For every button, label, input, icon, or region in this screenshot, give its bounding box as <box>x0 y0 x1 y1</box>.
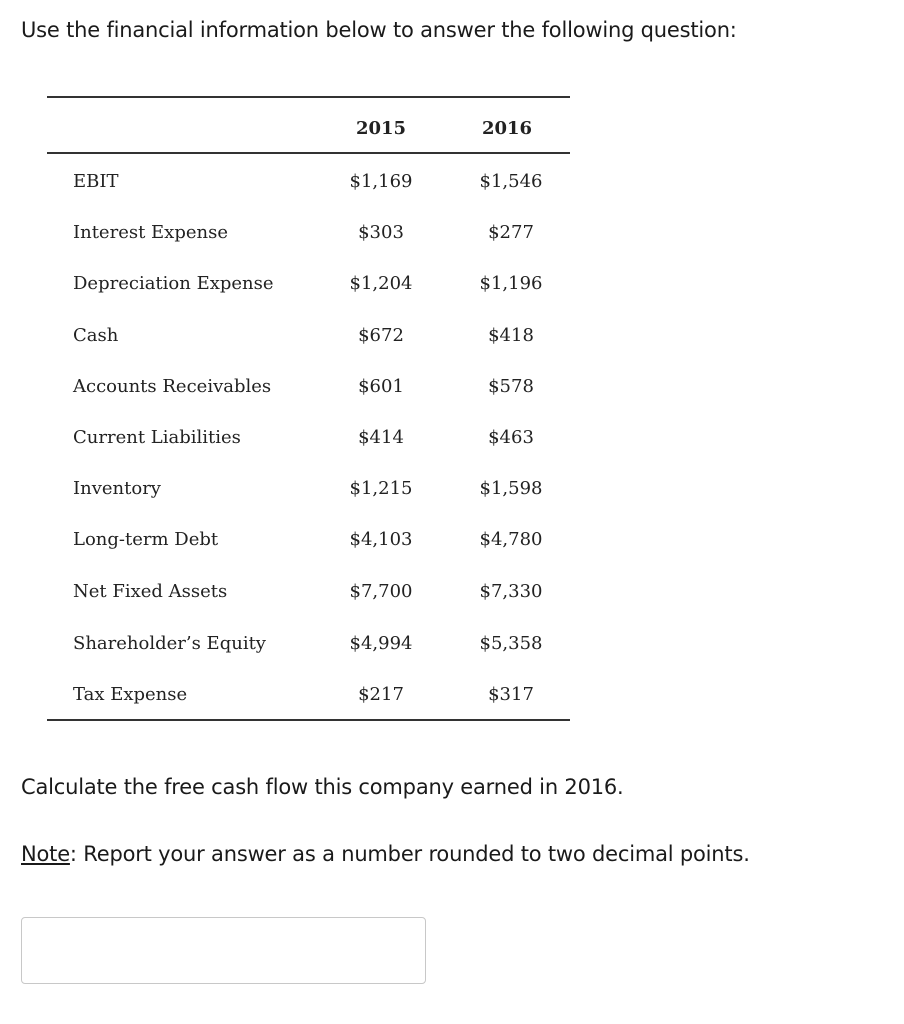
value-2016: $5,358 <box>479 633 543 654</box>
value-2016: $1,546 <box>479 171 543 192</box>
answer-input[interactable] <box>21 917 426 984</box>
table-top-rule <box>47 96 570 98</box>
row-label: Cash <box>73 325 119 346</box>
table-row <box>47 581 570 633</box>
row-label: Interest Expense <box>73 222 228 243</box>
table-row <box>47 376 570 428</box>
row-label: Net Fixed Assets <box>73 581 228 602</box>
row-label: Tax Expense <box>73 684 188 705</box>
table-row <box>47 684 570 736</box>
value-2015: $7,700 <box>349 581 413 602</box>
row-label: Long-term Debt <box>73 529 219 550</box>
value-2015: $672 <box>358 325 404 346</box>
table-row <box>47 529 570 581</box>
value-2016: $1,196 <box>479 273 543 294</box>
value-2015: $4,103 <box>349 529 413 550</box>
value-2015: $1,169 <box>349 171 413 192</box>
value-2016: $1,598 <box>479 478 543 499</box>
value-2015: $601 <box>358 376 404 397</box>
row-label: Accounts Receivables <box>73 376 272 397</box>
table-header-rule <box>47 152 570 154</box>
table-row <box>47 427 570 479</box>
value-2015: $303 <box>358 222 404 243</box>
table-row <box>47 325 570 377</box>
value-2016: $418 <box>488 325 534 346</box>
note-body: : Report your answer as a number rounded to two decimal points. <box>69 842 750 866</box>
value-2016: $317 <box>488 684 534 705</box>
value-2016: $578 <box>488 376 534 397</box>
value-2016: $4,780 <box>479 529 543 550</box>
table-row <box>47 633 570 685</box>
column-header-2015: 2015 <box>355 118 407 139</box>
row-label: EBIT <box>73 171 119 192</box>
row-label: Depreciation Expense <box>73 273 274 294</box>
intro-text: Use the financial information below to answer the following question: <box>21 18 737 42</box>
table-row <box>47 222 570 274</box>
note-text <box>21 842 750 866</box>
question-text: Calculate the free cash flow this company earned in 2016. <box>21 775 624 799</box>
value-2015: $1,215 <box>349 478 413 499</box>
row-label: Current Liabilities <box>73 427 241 448</box>
value-2016: $277 <box>488 222 534 243</box>
value-2015: $414 <box>358 427 404 448</box>
table-bottom-rule <box>47 719 570 721</box>
table-row <box>47 171 570 223</box>
table-row <box>47 478 570 530</box>
value-2015: $217 <box>358 684 404 705</box>
value-2015: $1,204 <box>349 273 413 294</box>
value-2015: $4,994 <box>349 633 413 654</box>
note-label: Note <box>21 842 70 866</box>
row-label: Shareholder’s Equity <box>73 633 266 654</box>
row-label: Inventory <box>73 478 161 499</box>
table-row <box>47 273 570 325</box>
financial-table <box>47 96 570 723</box>
value-2016: $463 <box>488 427 534 448</box>
value-2016: $7,330 <box>479 581 543 602</box>
column-header-2016: 2016 <box>481 118 533 139</box>
